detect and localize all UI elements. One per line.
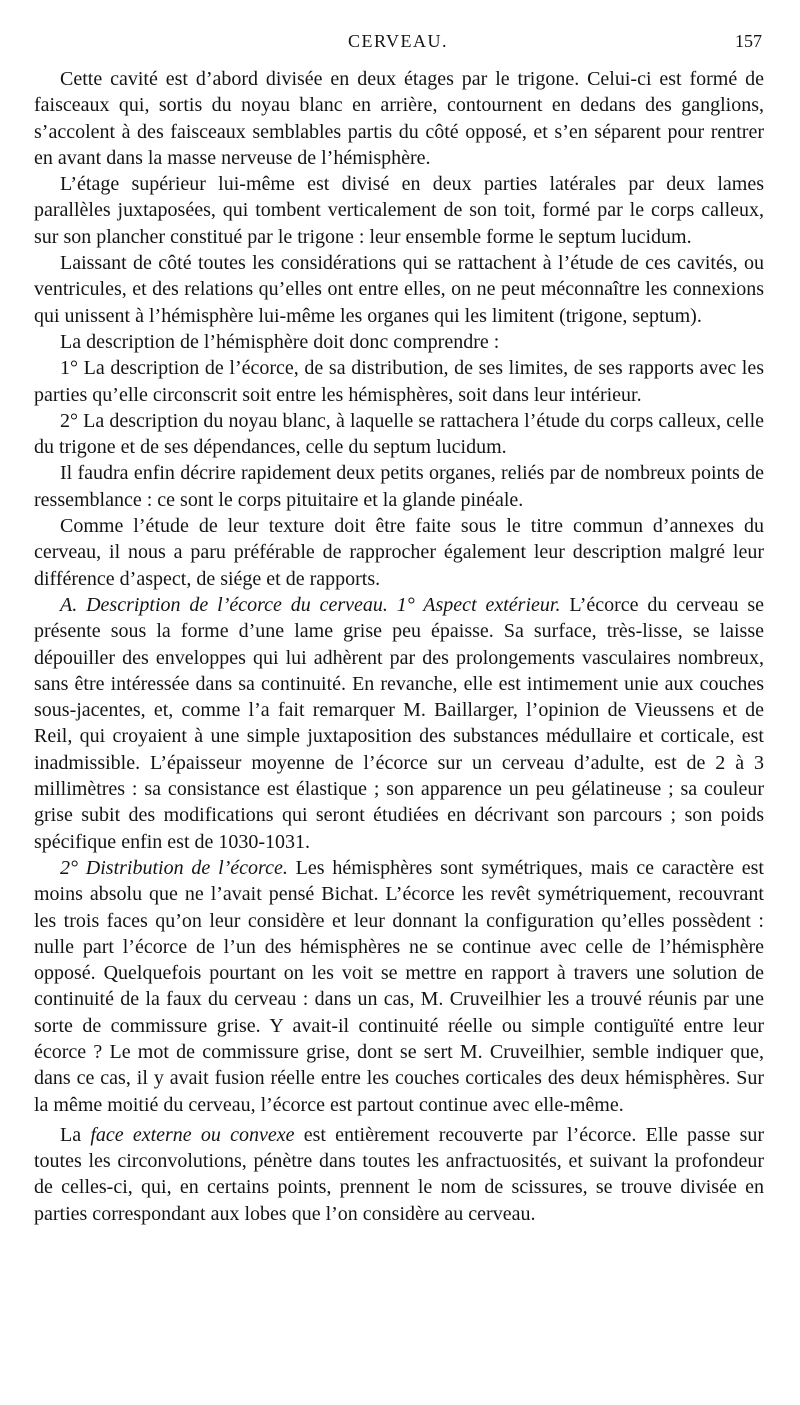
paragraph-face-externe — [34, 1122, 764, 1227]
paragraph-text: Comme l’étude de leur texture doit être faite sous le titre commun d’annexes du cerveau, il nous a paru préférable de rapprocher également leur description malgré leur différence d’aspect, de siége et de rapports. — [34, 515, 764, 590]
paragraph-septum — [34, 171, 764, 250]
paragraph-text: Cette cavité est d’abord divisée en deux étages par le trigone. Celui-ci est formé de faisceaux qui, sortis du noyau blanc en arrière, contournent en dedans des ganglions, s’accolent à des faisceaux semblables partis du côté opposé, et s’en séparent pour rentrer en avant dans la masse nerveuse de l’hémisphère. — [34, 68, 764, 169]
paragraph-text: Les hémisphères sont symétriques, mais ce caractère est moins absolu que ne l’avait pensé Bichat. L’écorce les revêt symétriquement, recouvrant les trois faces qu’on leur considère et leur donnant la configuration qu’elles possèdent : nulle part l’écorce de l’un des hémisphères ne se continue avec celle de l’hémisphère opposé. Quelquefois pourtant on les voit se mettre en rapport à travers une solution de continuité de la faux du cerveau : dans un cas, M. Cruveilhier les a trouvé réunis par une sorte de commissure grise. Y avait-il continuité réelle ou simple contiguïté entre leur écorce ? Le mot de commissure grise, dont se sert M. Cruveilhier, semble indiquer que, dans ce cas, il y avait fusion réelle entre les couches corticales des deux hémisphères. Sur la même moitié du cerveau, l’écorce est partout continue avec elle-même. — [34, 856, 764, 1116]
paragraph-trigone — [34, 66, 764, 171]
paragraph-ventricules — [34, 250, 764, 329]
paragraph-text: 1° La description de l’écorce, de sa distribution, de ses limites, de ses rapports avec les parties qu’elle circonscrit soit entre les hémisphères, soit dans leur intérieur. — [34, 357, 764, 406]
section-heading: 2° Distribution de l’écorce. — [60, 856, 288, 879]
paragraph-text: L’écorce du cerveau se présente sous la forme d’une lame grise peu épaisse. Sa surface, très-lisse, se laisse dépouiller des enveloppes qui lui adhèrent par des prolongements vasculaires nombreux, sans être intéressée dans sa continuité. En revanche, elle est intimement unie aux couches sous-jacentes, et, comme l’a fait remarquer M. Baillarger, l’opinion de Vieussens et de Reil, qui croyaient à une simple juxtaposition des substances médullaire et corticale, est inadmissible. L’épaisseur moyenne de l’écorce sur un cerveau d’adulte, est de 2 à 3 millimètres : sa consistance est élastique ; son apparence un peu gélatineuse ; sa couleur grise subit des modifications qui seront étudiées en décrivant son parcours ; son poids spécifique enfin est de 1030-1031. — [34, 593, 764, 853]
paragraph-text: L’étage supérieur lui-même est divisé en deux parties latérales par deux lames parallèles juxtaposées, qui tombent verticalement de son toit, formé par le corps calleux, sur son plancher constitué par le trigone : leur ensemble forme le septum lucidum. — [34, 173, 764, 248]
paragraph-item-1 — [34, 355, 764, 408]
paragraph-text: La description de l’hémisphère doit donc comprendre : — [60, 330, 500, 353]
paragraph-text-prefix: La — [60, 1123, 91, 1146]
paragraph-text: Il faudra enfin décrire rapidement deux petits organes, reliés par de nombreux points de ressemblance : ce sont le corps pituitaire et la glande pinéale. — [34, 462, 764, 511]
paragraph-annexes — [34, 513, 764, 592]
page-number: 157 — [735, 31, 762, 51]
section-heading: A. Description de l’écorce du cerveau. 1° Aspect extérieur. — [60, 593, 561, 616]
paragraph-text: est entièrement recouverte par l’écorce. Elle passe sur toutes les circonvolutions, pénètre dans toutes les anfractuosités, et suivant la profondeur de celles-ci, qui, en certains points, prennent le nom de scissures, se trouve divisée en parties correspondant aux lobes que l’on considère au cerveau. — [34, 1123, 765, 1225]
paragraph-organes — [34, 460, 764, 513]
paragraph-ecorce-aspect — [34, 592, 764, 855]
paragraph-ecorce-distribution — [34, 855, 764, 1118]
paragraph-text: 2° La description du noyau blanc, à laquelle se rattachera l’étude du corps calleux, celle du trigone et de ses dépendances, celle du septum lucidum. — [34, 409, 764, 459]
page-header — [34, 31, 762, 55]
paragraph-description-intro — [34, 329, 764, 355]
paragraph-item-2 — [34, 408, 764, 461]
body-text — [34, 66, 764, 1227]
running-head: CERVEAU. — [347, 31, 449, 51]
paragraph-text: Laissant de côté toutes les considérations qui se rattachent à l’étude de ces cavités, ou ventricules, et des relations qu’elles ont entre elles, on ne peut méconnaître les connexions qui unissent à l’hémisphère lui-même les organes qui les limitent (trigone, septum). — [34, 252, 764, 327]
italic-term: face externe ou convexe — [90, 1123, 295, 1146]
